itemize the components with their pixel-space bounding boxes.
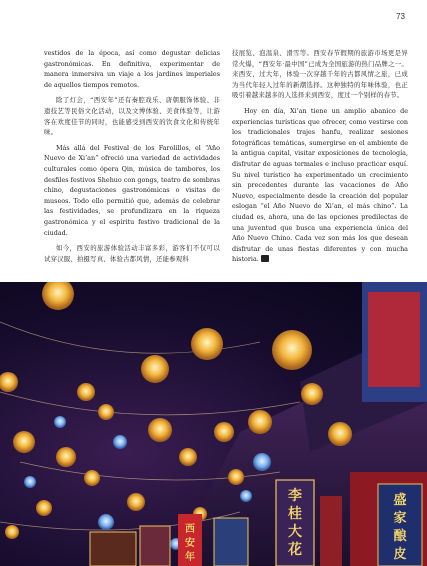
page-number: 73 bbox=[396, 12, 405, 21]
end-of-article-icon bbox=[261, 255, 269, 262]
right-paragraph-2-text: Hoy en día, Xi’an tiene un amplio abanico de experiencias turísticas que ofrecer, como vestirse con los tradicionales trajes hanfu, realizar sesiones fotográficas temáticas, sumergirse en el ambiente de la antigua capital, visitar exposiciones de tecnología, disfrutar de aguas termales e incluso practicar esquí. Su nivel turístico ha experimentado un crecimiento sin precedentes durante las vacaciones de Año Nuevo, especialmente desde la creación del popular eslogan “el Año Nuevo de Xi’an, el más chino”. La ciudad es, ahora, una de las opciones predilectas de una juventud que busca una experiencia única del Año Nuevo Chino. Cada vez son más los que desean disfrutar de unas fiestas diferentes y con mucha historia. bbox=[232, 106, 408, 264]
sign-char-7: 家 bbox=[393, 511, 407, 526]
sign-char-1: 李 bbox=[288, 488, 302, 504]
sign-char-6: 盛 bbox=[393, 493, 407, 508]
sign-char-10: 西 bbox=[185, 524, 195, 535]
right-paragraph-1-chinese: 技展览、泡温泉、滑雪等。西安春节假期的旅游市场更是异常火爆，“西安年·最中国”已成为全国旅游的热门品牌之一。来西安，过大年，体验一次穿越千年的古都风情之旅，已成为当代年轻人过年的新潮选择。这种独特的年味体验，也正吸引着越来越多的人选择来到西安，度过一个别样的春节。 bbox=[232, 49, 408, 100]
sign-char-11: 安 bbox=[185, 538, 195, 549]
sign-char-4: 花 bbox=[288, 542, 302, 558]
sign-char-9: 皮 bbox=[393, 547, 407, 562]
left-paragraph-1: vestidos de la época, así como degustar delicias gastronómicas. En definitiva, experimentar de manera inmersiva un viaje a los jardines imperiales de aquellos tiempos remotos. bbox=[44, 49, 220, 89]
right-paragraph-2 bbox=[232, 106, 408, 265]
photo-illustration bbox=[0, 282, 427, 566]
left-paragraph-2-chinese: 除了灯会，“西安年”还有秦腔戏乐、唐朝服饰体验、非遗技艺等民俗文化活动，以及文博体验、美食体验等，让游客在欢度佳节的同时，也能感受到西安的饮食文化和传统年味。 bbox=[44, 96, 220, 137]
sign-char-12: 年 bbox=[185, 552, 195, 563]
left-column bbox=[44, 48, 220, 269]
sign-char-2: 桂 bbox=[288, 506, 302, 522]
left-paragraph-4-chinese: 如今，西安的旅游体验活动丰富多彩，游客们不仅可以试穿汉服、拍摄写真、体验古都风情，还能参观科 bbox=[44, 244, 220, 263]
right-column bbox=[232, 48, 408, 270]
sign-char-8: 酿 bbox=[393, 529, 407, 544]
sign-char-3: 大 bbox=[288, 524, 302, 540]
left-paragraph-3: Más allá del Festival de los Farolillos, el “Año Nuevo de Xi’an” ofreció una variedad de actividades culturales como ópera Qin, música de tambores, los desfiles festivos Shehuo con gongs, teatro de sombras chino, degustaciones gastronómicas o visitas de museos. Todo ello permitió que, además de celebrar las festividades, se profundizara en la riqueza gastronómica y el espíritu festivo tradicional de la ciudad. bbox=[44, 143, 220, 237]
lantern-festival-photo bbox=[0, 282, 427, 566]
